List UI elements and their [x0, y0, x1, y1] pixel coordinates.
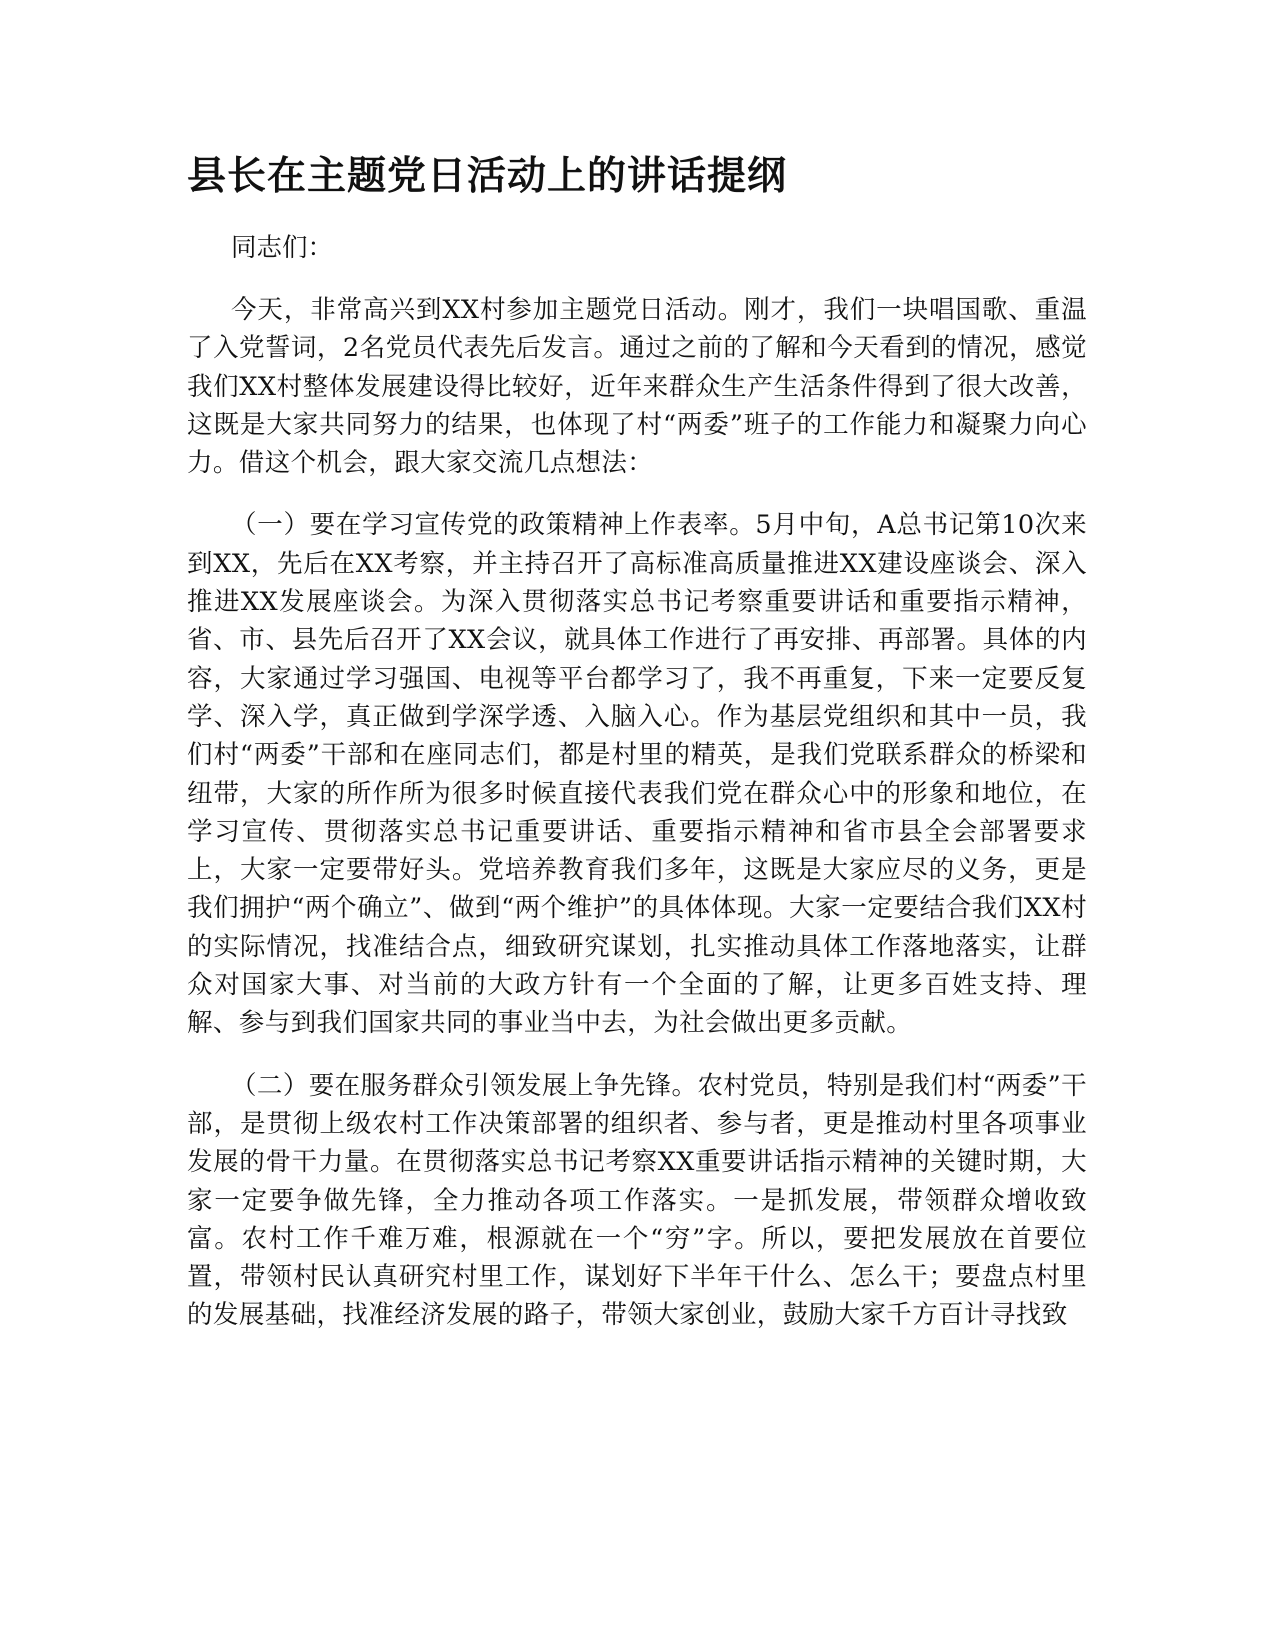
paragraph-section-2: （二）要在服务群众引领发展上争先锋。农村党员，特别是我们村“两委”干部，是贯彻上级农村工作决策部署的组织者、参与者，更是推动村里各项事业发展的骨干力量。在贯彻落实总书记考察XX重要讲话指示精神的关键时期，大家一定要争做先锋，全力推动各项工作落实。一是抓发展，带领群众增收致富。农村工作千难万难，根源就在一个“穷”字。所以，要把发展放在首要位置，带领村民认真研究村里工作，谋划好下半年干什么、怎么干；要盘点村里的发展基础，找准经济发展的路子，带领大家创业，鼓励大家千方百计寻找致 — [187, 1070, 1087, 1331]
paragraph-intro: 今天，非常高兴到XX村参加主题党日活动。刚才，我们一块唱国歌、重温了入党誓词，2名党员代表先后发言。通过之前的了解和今天看到的情况，感觉我们XX村整体发展建设得比较好，近年来群众生产生活条件得到了很大改善，这既是大家共同努力的结果，也体现了村“两委”班子的工作能力和凝聚力向心力。借这个机会，跟大家交流几点想法： — [187, 295, 1087, 479]
document-title: 县长在主题党日活动上的讲话提纲 — [187, 154, 788, 199]
paragraph-section-1: （一）要在学习宣传党的政策精神上作表率。5月中旬，A总书记第10次来到XX，先后在XX考察，并主持召开了高标准高质量推进XX建设座谈会、深入推进XX发展座谈会。为深入贯彻落实总书记考察重要讲话和重要指示精神，省、市、县先后召开了XX会议，就具体工作进行了再安排、再部署。具体的内容，大家通过学习强国、电视等平台都学习了，我不再重复，下来一定要反复学、深入学，真正做到学深学透、入脑入心。作为基层党组织和其中一员，我们村“两委”干部和在座同志们，都是村里的精英，是我们党联系群众的桥梁和纽带，大家的所作所为很多时候直接代表我们党在群众心中的形象和地位，在学习宣传、贯彻落实总书记重要讲话、重要指示精神和省市县全会部署要求上，大家一定要带好头。党培养教育我们多年，这既是大家应尽的义务，更是我们拥护“两个确立”、做到“两个维护”的具体体现。大家一定要结合我们XX村的实际情况，找准结合点，细致研究谋划，扎实推动具体工作落地落实，让群众对国家大事、对当前的大政方针有一个全面的了解，让更多百姓支持、理解、参与到我们国家共同的事业当中去，为社会做出更多贡献。 — [187, 510, 1087, 1039]
greeting-line: 同志们： — [231, 233, 334, 263]
document-body — [187, 145, 1087, 1335]
